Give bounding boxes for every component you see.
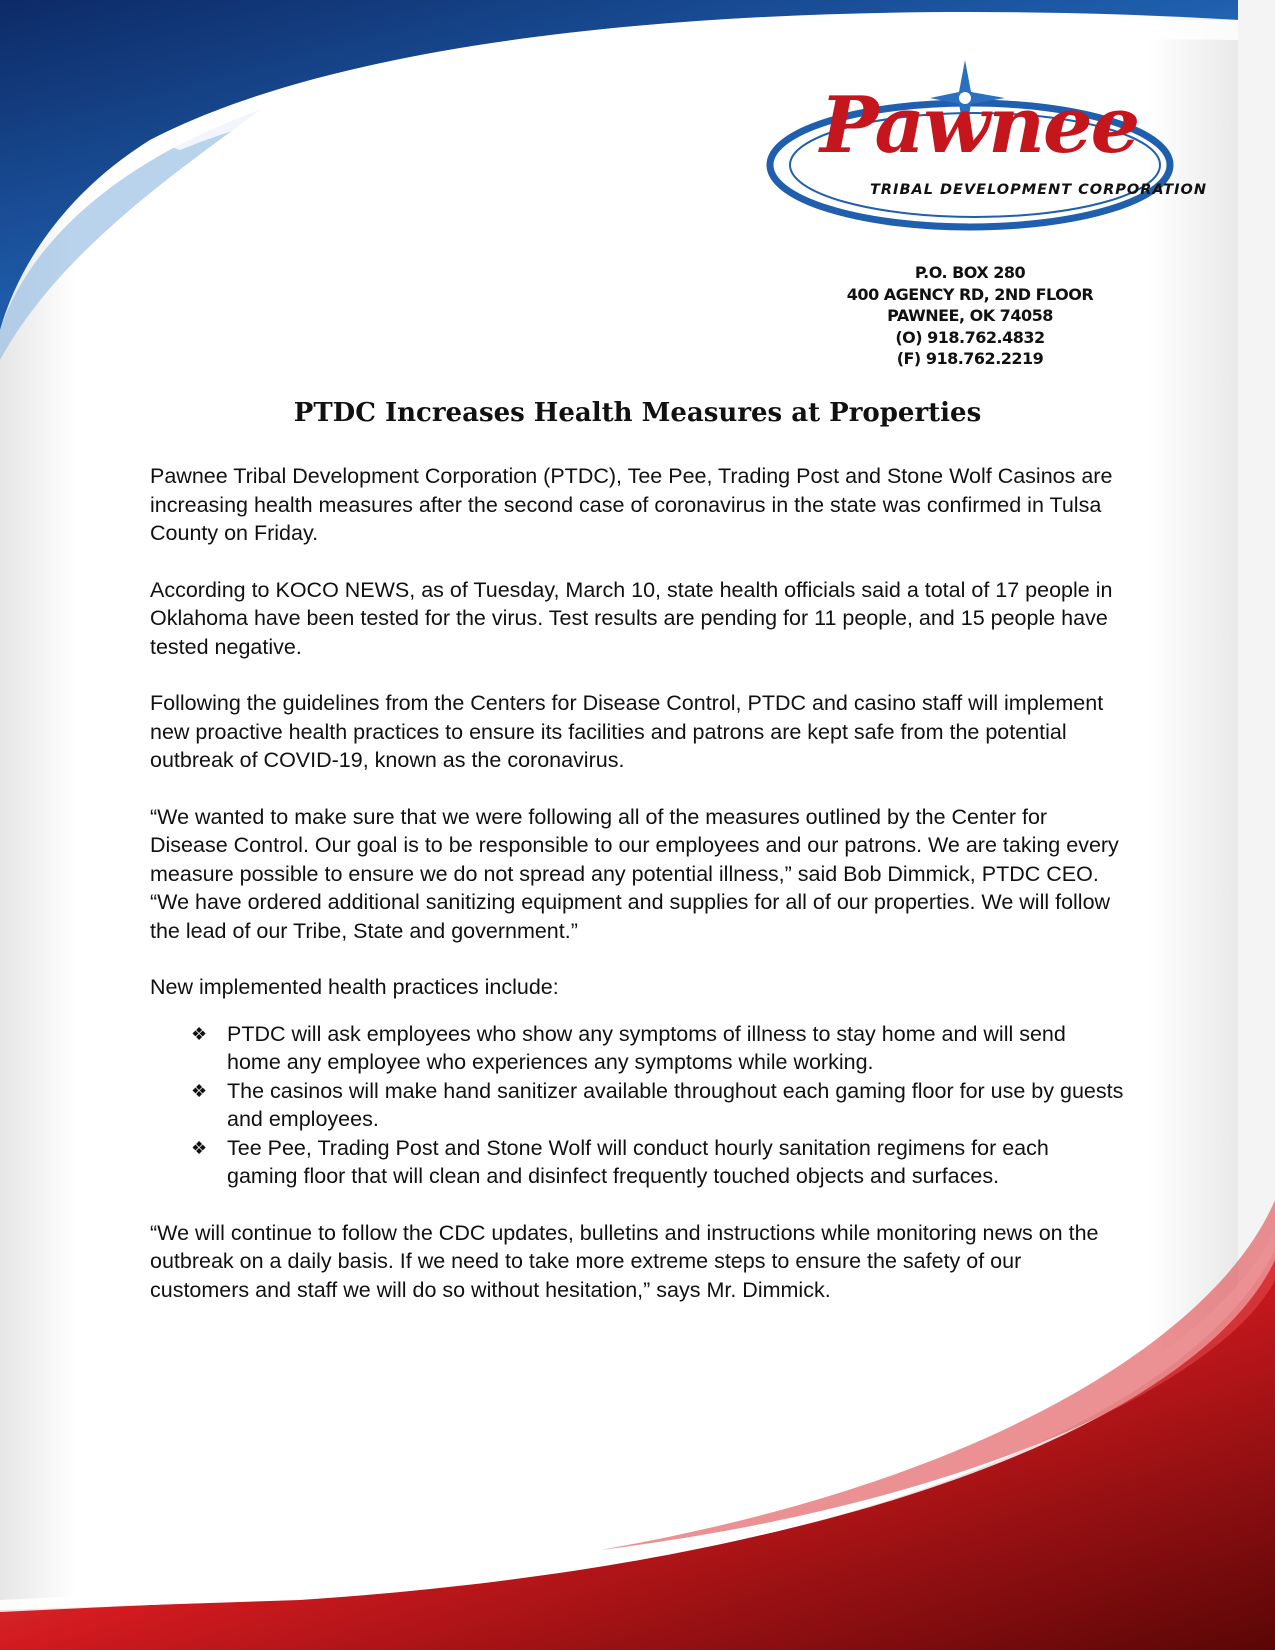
po-box: P.O. BOX 280 [914, 263, 1026, 282]
document-body [150, 462, 1125, 1332]
office-phone: (O) 918.762.4832 [895, 327, 1045, 347]
logo-subtitle: TRIBAL DEVELOPMENT CORPORATION [870, 182, 1207, 198]
list-item [191, 1077, 1125, 1134]
diamond-bullet-icon: ❖ [191, 1023, 208, 1044]
health-practices-list [150, 1020, 1125, 1191]
list-item [191, 1020, 1125, 1077]
list-item [191, 1134, 1125, 1191]
city-state-zip: PAWNEE, OK 74058 [887, 306, 1053, 325]
list-item-text: PTDC will ask employees who show any symptoms of illness to stay home and will send home any employee who experiences any symptoms while working. [227, 1021, 1066, 1074]
logo-wordmark: Pawnee [820, 80, 1139, 171]
closing-paragraph: “We will continue to follow the CDC updates, bulletins and instructions while monitoring news on the outbreak on a daily basis. If we need to take more extreme steps to ensure the safety of our customers and staff we will do so without hesitation,” says Mr. Dimmick. [150, 1220, 1099, 1302]
paragraph: Following the guidelines from the Centers for Disease Control, PTDC and casino staff will implement new proactive health practices to ensure its facilities and patrons are kept safe from the potential outbreak of COVID-19, known as the coronavirus. [150, 691, 1104, 772]
paragraph: According to KOCO NEWS, as of Tuesday, March 10, state health officials said a total of 17 people in Oklahoma have been tested for the virus. Test results are pending for 11 people, and 15 people have tested negative. [150, 577, 1113, 659]
list-intro: New implemented health practices include: [150, 975, 559, 999]
document-title: PTDC Increases Health Measures at Properties [293, 398, 982, 428]
diamond-bullet-icon: ❖ [191, 1080, 208, 1101]
paragraph: “We wanted to make sure that we were following all of the measures outlined by the Center for Disease Control. Our goal is to be responsible to our employees and our patrons. We are taking every measure possible to ensure we do not spread any potential illness,” said Bob Dimmick, PTDC CEO. “We have ordered additional sanitizing equipment and supplies for all of our properties. We will follow the lead of our Tribe, State and government.” [150, 804, 1119, 943]
paragraph: Pawnee Tribal Development Corporation (PTDC), Tee Pee, Trading Post and Stone Wolf Casinos are increasing health measures after the second case of coronavirus in the state was confirmed in Tulsa County on Friday. [150, 464, 1113, 545]
diamond-bullet-icon: ❖ [191, 1137, 208, 1158]
list-item-text: The casinos will make hand sanitizer available throughout each gaming floor for use by guests and employees. [227, 1078, 1124, 1131]
fax-number: (F) 918.762.2219 [896, 349, 1044, 368]
company-logo [760, 60, 1207, 240]
company-address [840, 262, 1100, 370]
street-address: 400 AGENCY RD, 2ND FLOOR [846, 284, 1094, 304]
list-item-text: Tee Pee, Trading Post and Stone Wolf will conduct hourly sanitation regimens for each gaming floor that will clean and disinfect frequently touched objects and surfaces. [227, 1135, 1049, 1188]
